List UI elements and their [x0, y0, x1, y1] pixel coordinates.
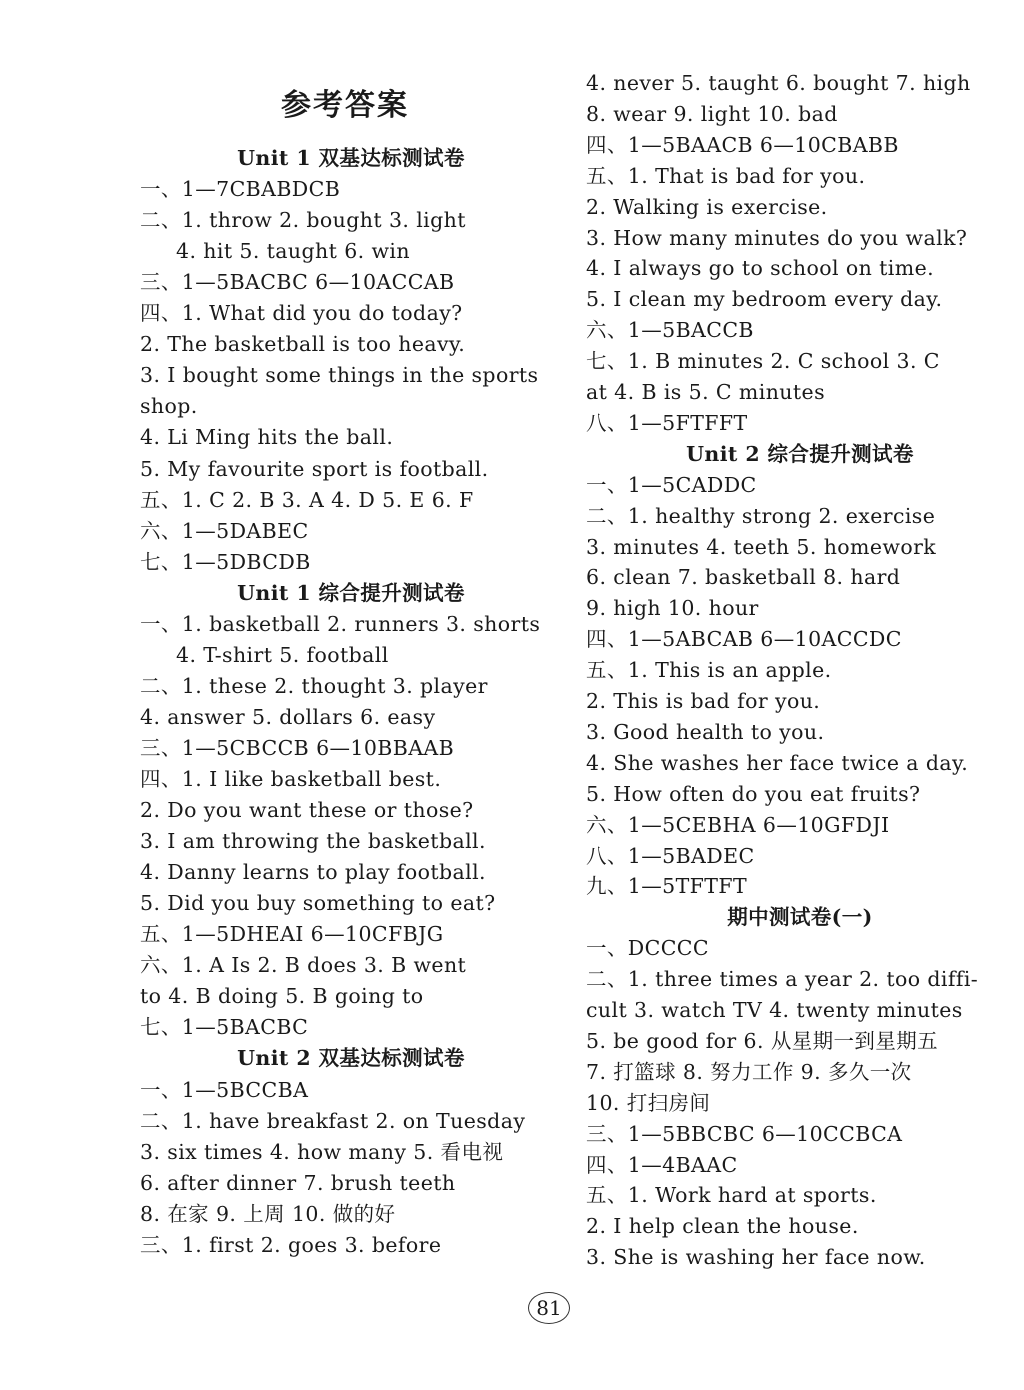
page-title: 参考答案: [281, 88, 409, 123]
section-heading: Unit 1 综合提升测试卷: [237, 580, 465, 605]
answer-line: 二、1. have breakfast 2. on Tuesday: [140, 1108, 526, 1133]
answer-line: 四、1. What did you do today?: [140, 301, 463, 326]
answer-line: 二、1. throw 2. bought 3. light: [140, 208, 466, 233]
answer-line: to 4. B doing 5. B going to: [140, 984, 424, 1009]
answer-line: 4. Li Ming hits the ball.: [140, 425, 394, 450]
answer-line: 三、1. first 2. goes 3. before: [140, 1232, 442, 1257]
answer-line: 4. Danny learns to play football.: [140, 860, 486, 885]
answer-line: 4. never 5. taught 6. bought 7. high: [586, 71, 971, 95]
answer-line: 5. Did you buy something to eat?: [140, 891, 496, 916]
answer-line: 五、1. This is an apple.: [586, 658, 832, 683]
answer-line: 6. clean 7. basketball 8. hard: [586, 565, 901, 590]
answer-line: 2. The basketball is too heavy.: [140, 332, 466, 357]
answer-line: 5. My favourite sport is football.: [140, 456, 489, 481]
answer-line: 六、1. A Is 2. B does 3. B went: [140, 953, 467, 978]
answer-line: 4. answer 5. dollars 6. easy: [140, 704, 436, 729]
answer-line: 四、1. I like basketball best.: [140, 767, 442, 791]
section-heading: Unit 1 双基达标测试卷: [237, 146, 465, 170]
answer-line: at 4. B is 5. C minutes: [586, 380, 825, 404]
answer-line: 5. How often do you eat fruits?: [586, 781, 921, 806]
answer-line: 二、1. three times a year 2. too diffi-: [586, 967, 979, 992]
answer-line: 八、1—5FTFFT: [586, 410, 748, 435]
answer-line: 4. She washes her face twice a day.: [586, 750, 969, 775]
answer-line: 一、1—5CADDC: [586, 472, 757, 497]
answer-line: 三、1—5CBCCB 6—10BBAAB: [140, 735, 455, 760]
answer-line: 8. wear 9. light 10. bad: [586, 101, 838, 126]
answer-line: 五、1. That is bad for you.: [586, 163, 866, 188]
answer-line: 五、1—5DHEAI 6—10CFBJG: [140, 922, 444, 947]
answer-line: 5. be good for 6. 从星期一到星期五: [586, 1028, 939, 1053]
answer-line: shop.: [140, 394, 198, 419]
answer-line: 10. 打扫房间: [586, 1090, 711, 1115]
answer-line: 3. How many minutes do you walk?: [586, 225, 968, 250]
answer-line: 七、1. B minutes 2. C school 3. C: [586, 349, 940, 374]
answer-line: 七、1—5BACBC: [140, 1015, 309, 1040]
answer-line: 3. minutes 4. teeth 5. homework: [586, 534, 937, 559]
answer-line: 六、1—5DABEC: [140, 518, 309, 543]
answer-line: 2. I help clean the house.: [586, 1214, 859, 1239]
answer-line: 七、1—5DBCDB: [140, 549, 311, 574]
answer-line: 四、1—5BAACB 6—10CBABB: [586, 132, 899, 157]
answer-line: 7. 打篮球 8. 努力工作 9. 多久一次: [586, 1059, 912, 1084]
answer-line: 4. T-shirt 5. football: [176, 642, 389, 667]
answer-line: 2. This is bad for you.: [586, 689, 821, 713]
page-number: 81: [528, 1292, 570, 1324]
answer-line: 八、1—5BADEC: [586, 843, 755, 868]
answer-line: 四、1—5ABCAB 6—10ACCDC: [586, 627, 902, 652]
answer-line: 三、1—5BBCBC 6—10CCBCA: [586, 1121, 903, 1146]
answer-line: 六、1—5BACCB: [586, 318, 754, 343]
answer-line: 5. I clean my bedroom every day.: [586, 287, 943, 312]
answer-line: 二、1. these 2. thought 3. player: [140, 673, 488, 698]
answer-line: 五、1. C 2. B 3. A 4. D 5. E 6. F: [140, 487, 474, 512]
answer-line: 二、1. healthy strong 2. exercise: [586, 503, 936, 528]
section-heading: 期中测试卷(一): [727, 905, 873, 930]
answer-line: 8. 在家 9. 上周 10. 做的好: [140, 1201, 396, 1226]
answer-line: 一、DCCCC: [586, 936, 709, 961]
answer-line: 六、1—5CEBHA 6—10GFDJI: [586, 812, 890, 837]
answer-line: 3. I am throwing the basketball.: [140, 829, 486, 854]
answer-line: 一、1—7CBABDCB: [140, 177, 341, 202]
answer-line: 五、1. Work hard at sports.: [586, 1183, 877, 1208]
answer-line: 3. Good health to you.: [586, 719, 825, 744]
answer-line: 3. six times 4. how many 5. 看电视: [140, 1139, 504, 1164]
answer-line: 九、1—5TFTFT: [586, 874, 748, 899]
answer-line: cult 3. watch TV 4. twenty minutes: [586, 998, 963, 1022]
answer-line: 3. She is washing her face now.: [586, 1245, 926, 1270]
answer-line: 一、1—5BCCBA: [140, 1077, 309, 1102]
answer-line: 4. I always go to school on time.: [586, 256, 935, 281]
section-heading: Unit 2 双基达标测试卷: [237, 1046, 465, 1071]
section-heading: Unit 2 综合提升测试卷: [686, 441, 914, 466]
answer-line: 9. high 10. hour: [586, 596, 759, 621]
answer-line: 一、1. basketball 2. runners 3. shorts: [140, 611, 541, 636]
answer-line: 6. after dinner 7. brush teeth: [140, 1170, 456, 1195]
answer-line: 2. Do you want these or those?: [140, 798, 474, 823]
answer-line: 4. hit 5. taught 6. win: [176, 239, 410, 264]
answer-line: 四、1—4BAAC: [586, 1152, 738, 1177]
answer-line: 3. I bought some things in the sports: [140, 363, 539, 388]
answer-line: 2. Walking is exercise.: [586, 194, 828, 219]
answer-line: 三、1—5BACBC 6—10ACCAB: [140, 270, 455, 295]
